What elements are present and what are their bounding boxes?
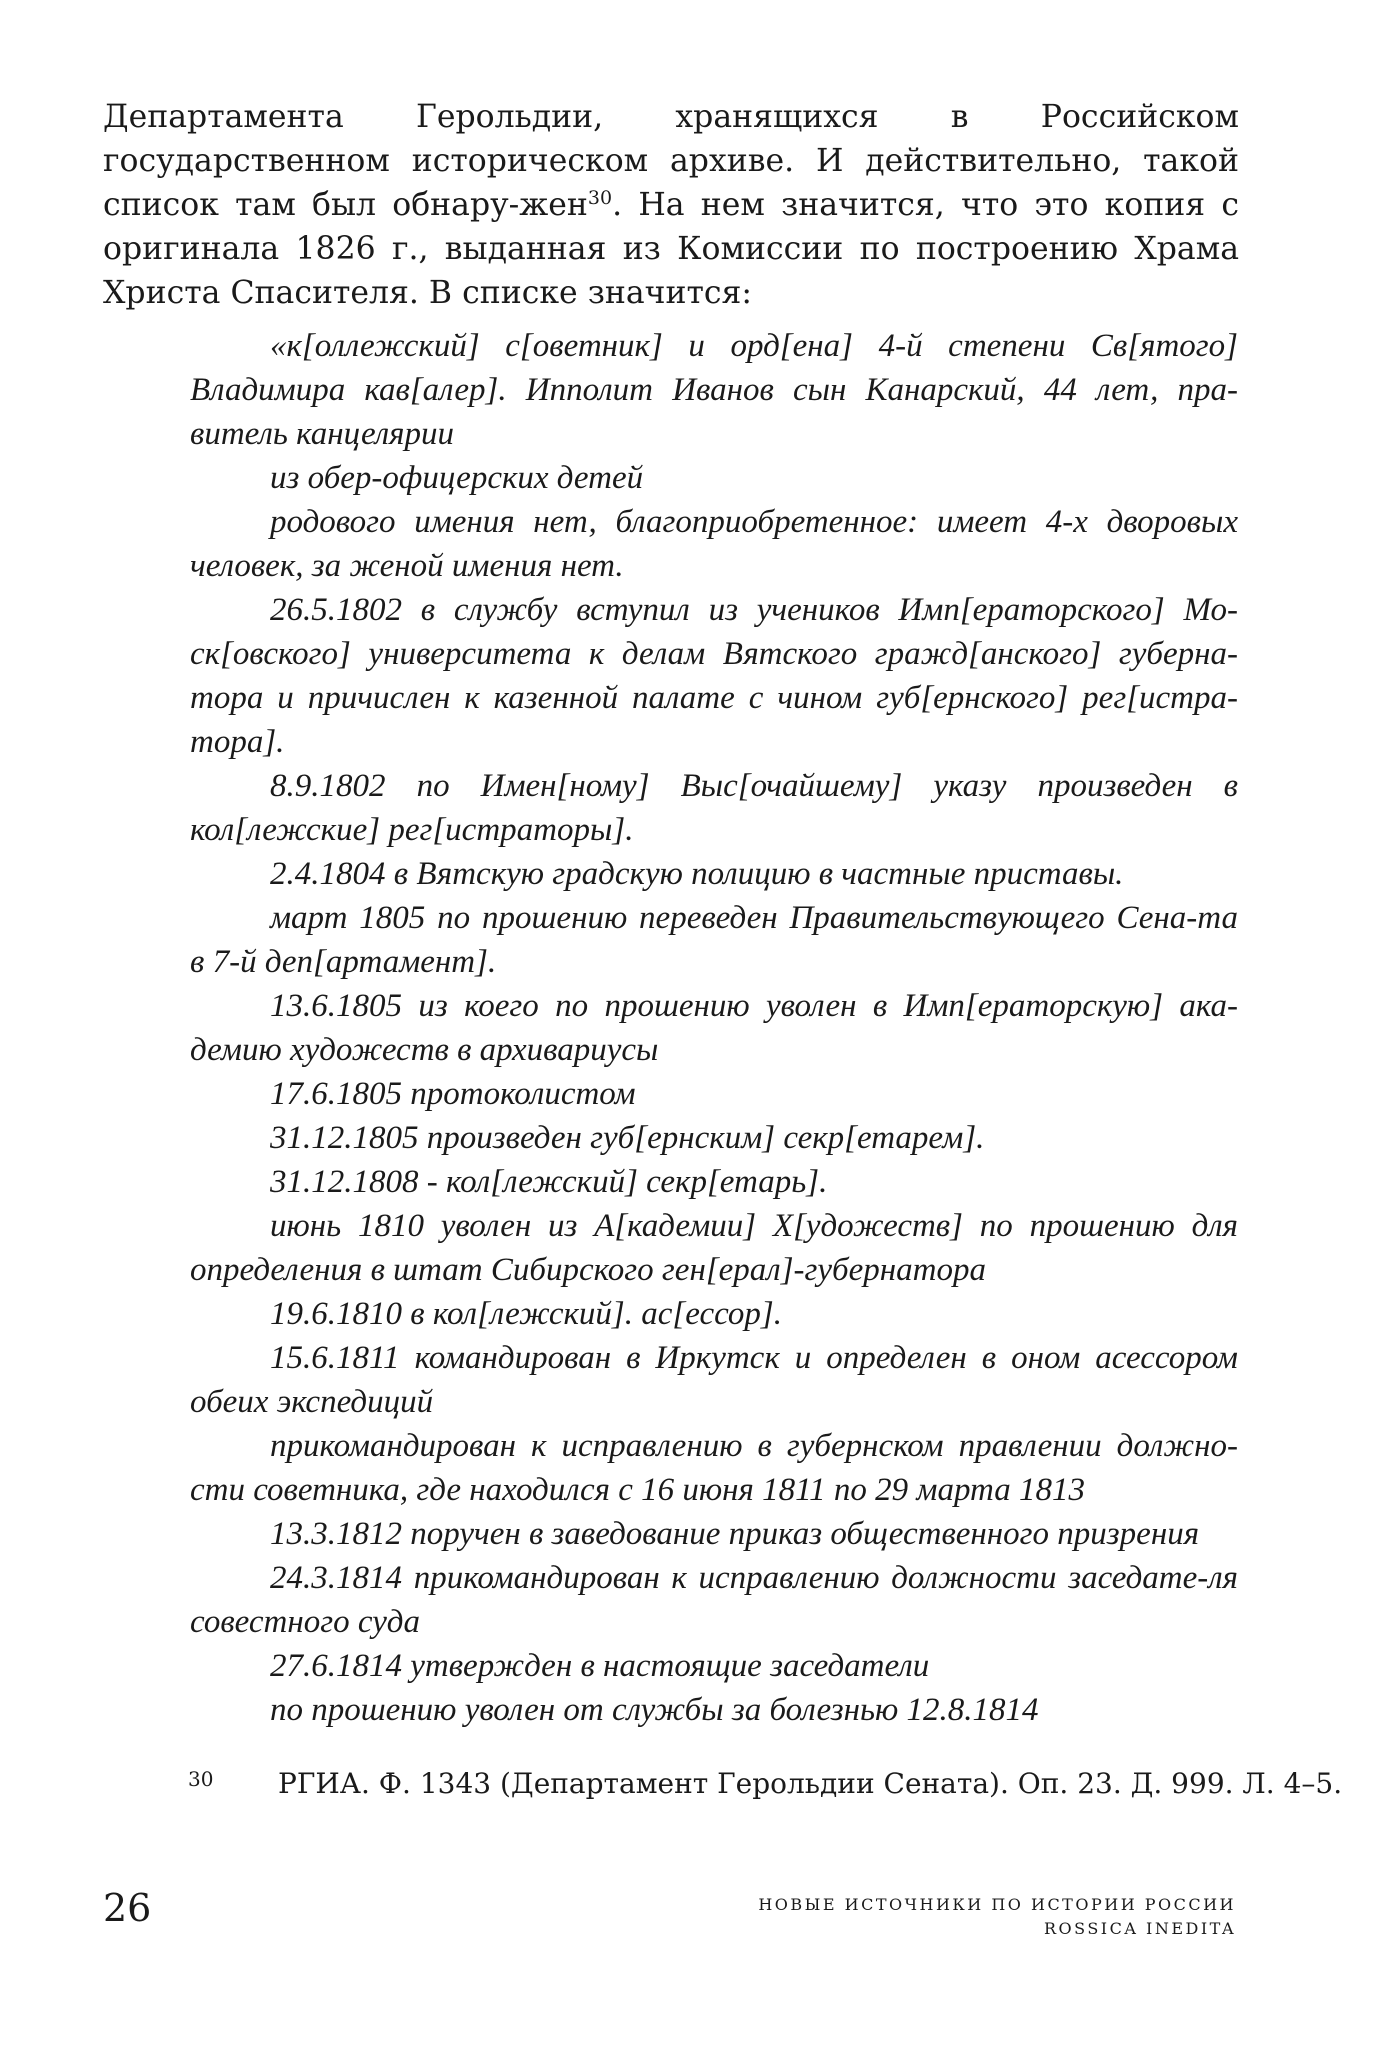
quote-entry: 27.6.1814 утвержден в настоящие заседатели xyxy=(270,1648,930,1684)
quote-entry: 17.6.1805 протоколистом xyxy=(270,1076,636,1112)
quote-entry: 15.6.1811 командирован в Иркутск и определен в оном асессором обеих экспедиций xyxy=(190,1340,1238,1420)
quote-entry: по прошению уволен от службы за болезнью 12.8.1814 xyxy=(270,1692,1039,1728)
intro-text-after-ref: . На нем значится, что это копия с оригинала 1826 г., выданная из Комиссии по построению Храма Христа Спасителя. В списке значится: xyxy=(103,187,1239,311)
page-number: 26 xyxy=(103,1886,152,1930)
intro-paragraph xyxy=(103,95,1239,315)
quote-entry: 26.5.1802 в службу вступил из учеников Имп[ераторского] Мо-ск[овского] университета к делам Вятского гражд[анского] губерна-тора и причислен к казенной палате с чином губ[ернского] рег[истра-тора]. xyxy=(190,592,1238,760)
footnote-text: РГИА. Ф. 1343 (Департамент Герольдии Сената). Оп. 23. Д. 999. Л. 4–5. xyxy=(278,1767,1343,1800)
quote-entry: «к[оллежский] с[оветник] и орд[ена] 4-й степени Св[ятого] Владимира кав[алер]. Ипполит Иванов сын Канарский, 44 лет, пра-витель канцелярии xyxy=(190,328,1238,452)
quote-entry: 31.12.1808 - кол[лежский] секр[етарь]. xyxy=(270,1164,828,1200)
footnote-reference[interactable]: 30 xyxy=(587,187,613,209)
quote-entry: 24.3.1814 прикомандирован к исправлению должности заседате-ля совестного суда xyxy=(190,1560,1238,1640)
quote-entry: из обер-офицерских детей xyxy=(270,460,644,496)
quote-entry: 8.9.1802 по Имен[ному] Выс[очайшему] указу произведен в кол[лежские] рег[истраторы]. xyxy=(190,768,1238,848)
quote-entry: 19.6.1810 в кол[лежский]. ас[ессор]. xyxy=(270,1296,783,1332)
footnote-number: 30 xyxy=(188,1767,214,1791)
quote-entry: 2.4.1804 в Вятскую градскую полицию в частные приставы. xyxy=(270,856,1124,892)
quote-entry: март 1805 по прошению переведен Правительствующего Сена-та в 7-й деп[артамент]. xyxy=(190,900,1238,980)
intro-text-before-ref: Департамента Герольдии, хранящихся в Российском государственном историческом архиве. И действительно, такой список там был обнару-жен xyxy=(103,99,1239,223)
quote-entry: 31.12.1805 произведен губ[ернским] секр[етарем]. xyxy=(270,1120,985,1156)
series-title: НОВЫЕ ИСТОЧНИКИ ПО ИСТОРИИ РОССИИ xyxy=(758,1895,1236,1914)
service-record-quote xyxy=(190,324,1238,1732)
quote-entry: 13.6.1805 из коего по прошению уволен в Имп[ераторскую] ака-демию художеств в архивариусы xyxy=(190,988,1238,1068)
quote-entry: июнь 1810 уволен из А[кадемии] Х[удожеств] по прошению для определения в штат Сибирского ген[ерал]-губернатора xyxy=(190,1208,1238,1288)
quote-entry: родового имения нет, благоприобретенное: имеет 4-х дворовых человек, за женой имения нет. xyxy=(190,504,1238,584)
quote-entry: прикомандирован к исправлению в губернском правлении должно-сти советника, где находился с 16 июня 1811 по 29 марта 1813 xyxy=(190,1428,1238,1508)
running-footer xyxy=(758,1893,1236,1941)
quote-entry: 13.3.1812 поручен в заведование приказ общественного призрения xyxy=(270,1516,1200,1552)
series-subtitle: ROSSICA INEDITA xyxy=(1043,1919,1236,1938)
